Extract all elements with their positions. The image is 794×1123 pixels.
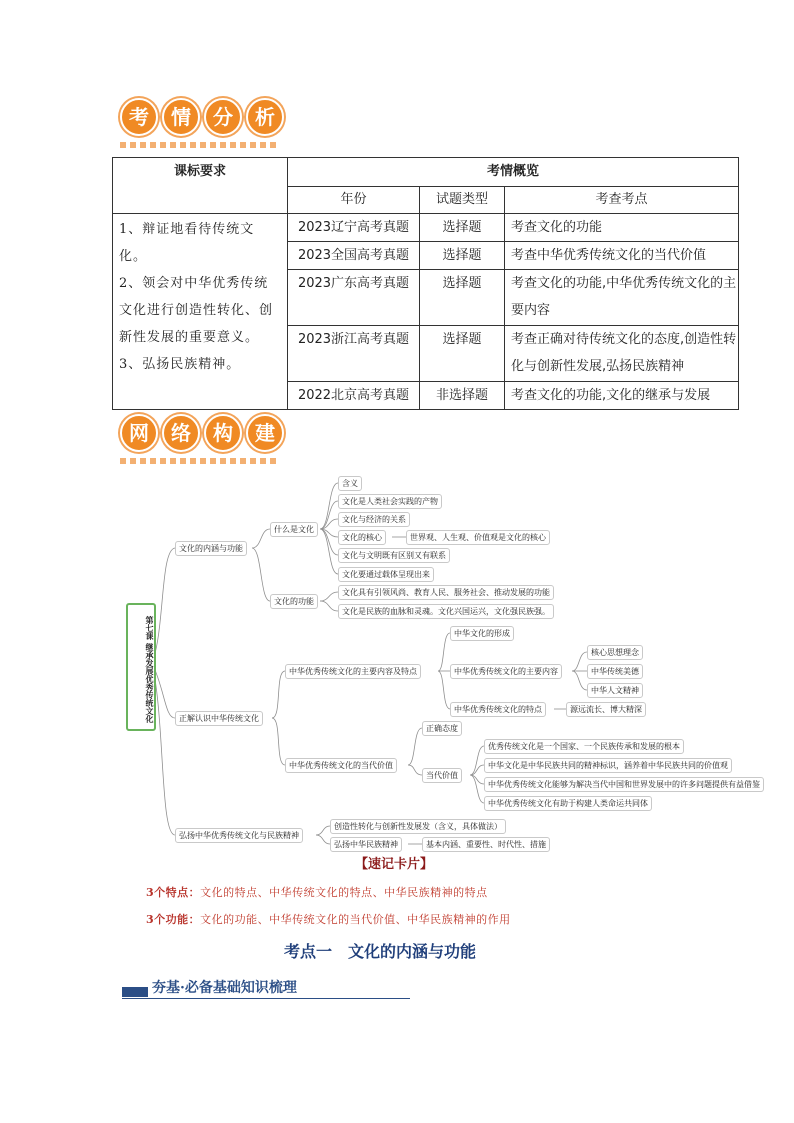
- requirement-item: 3、弘扬民族精神。: [119, 357, 241, 372]
- node-b2-1: 中华优秀传统文化的主要内容及特点: [285, 664, 421, 679]
- node-function: 文化的功能: [270, 594, 318, 609]
- node-item: 中华优秀传统文化有助于构建人类命运共同体: [484, 796, 652, 811]
- cell-year: 2023辽宁高考真题: [288, 214, 420, 242]
- heading-char: 考: [120, 98, 158, 136]
- point-title: 考点一 文化的内涵与功能: [284, 942, 477, 961]
- cell-type: 选择题: [420, 214, 505, 242]
- node-item: 文化要通过载体呈现出来: [338, 567, 434, 582]
- node-item: 中华人文精神: [587, 683, 643, 698]
- node-item: 弘扬中华民族精神: [330, 837, 402, 852]
- node-item: 中华文化是中华民族共同的精神标识，涵养着中华民族共同的价值观: [484, 758, 732, 773]
- node-item: 文化是人类社会实践的产物: [338, 494, 442, 509]
- node-item: 文化与文明既有区别又有联系: [338, 548, 450, 563]
- mindmap-root: 第七课 继承发展优秀传统文化: [126, 603, 156, 731]
- heading-char: 络: [162, 414, 200, 452]
- cell-point: 考查文化的功能,文化的继承与发展: [505, 382, 739, 410]
- node-item: 创造性转化与创新性发展发（含义，具体做法）: [330, 819, 506, 834]
- node-item: 文化是民族的血脉和灵魂。文化兴国运兴，文化强民族强。: [338, 604, 554, 619]
- cell-year: 2023全国高考真题: [288, 242, 420, 270]
- cell-type: 非选择题: [420, 382, 505, 410]
- node-b1: 文化的内涵与功能: [175, 541, 247, 556]
- quick-card-text: 文化的特点、中华传统文化的特点、中华民族精神的特点: [200, 886, 488, 899]
- node-b2-2: 中华优秀传统文化的当代价值: [285, 758, 397, 773]
- node-item: 中华优秀传统文化能够为解决当代中国和世界发展中的许多问题提供有益借鉴: [484, 777, 764, 792]
- node-item: 优秀传统文化是一个国家、一个民族传承和发展的根本: [484, 739, 684, 754]
- node-item: 文化与经济的关系: [338, 512, 410, 527]
- node-item: 中华优秀传统文化的特点: [450, 702, 546, 717]
- node-item: 含义: [338, 476, 362, 491]
- heading-char: 情: [162, 98, 200, 136]
- cell-point: 考查文化的功能,中华优秀传统文化的主要内容: [505, 270, 739, 326]
- heading-char: 建: [246, 414, 284, 452]
- subheader-type: 试题类型: [420, 187, 505, 214]
- quick-card-title: 【速记卡片】: [355, 857, 434, 872]
- requirement-item: 2、领会对中华优秀传统文化进行创造性转化、创新性发展的重要意义。: [119, 276, 274, 345]
- heading-char: 分: [204, 98, 242, 136]
- cell-point: 考查文化的功能: [505, 214, 739, 242]
- cell-year: 2022北京高考真题: [288, 382, 420, 410]
- node-core: 世界观、人生观、价值观是文化的核心: [406, 530, 550, 545]
- node-what-is-culture: 什么是文化: [270, 522, 318, 537]
- node-item: 源远流长、博大精深: [566, 702, 646, 717]
- bar-underline: [122, 998, 410, 999]
- cell-year: 2023广东高考真题: [288, 270, 420, 326]
- node-item: 核心思想理念: [587, 645, 643, 660]
- heading-char: 析: [246, 98, 284, 136]
- subheader-year: 年份: [288, 187, 420, 214]
- node-item: 文化具有引领风尚、教育人民、服务社会、推动发展的功能: [338, 585, 554, 600]
- quick-card-label: 3个特点：: [146, 886, 201, 899]
- bar-title: 夯基·必备基础知识梳理: [152, 980, 297, 996]
- bar-marker: [122, 987, 148, 997]
- cell-point: 考查正确对待传统文化的态度,创造性转化与创新性发展,弘扬民族精神: [505, 326, 739, 382]
- node-item: 中华文化的形成: [450, 626, 514, 641]
- requirement-item: 1、辩证地看待传统文化。: [119, 222, 255, 264]
- heading-char: 网: [120, 414, 158, 452]
- quick-card-line: [146, 884, 488, 900]
- foundation-bar: [122, 977, 410, 999]
- subheader-point: 考查考点: [505, 187, 739, 214]
- node-item: 基本内涵、重要性、时代性、措施: [422, 837, 550, 852]
- node-item: 文化的核心: [338, 530, 386, 545]
- header-overview: 考情概览: [288, 158, 739, 187]
- header-requirements: 课标要求: [113, 158, 288, 214]
- quick-card-line: [146, 911, 511, 927]
- cell-type: 选择题: [420, 242, 505, 270]
- cell-type: 选择题: [420, 270, 505, 326]
- node-item: 中华传统美德: [587, 664, 643, 679]
- node-b3: 弘扬中华优秀传统文化与民族精神: [175, 828, 303, 843]
- cell-type: 选择题: [420, 326, 505, 382]
- cell-year: 2023浙江高考真题: [288, 326, 420, 382]
- heading-char: 构: [204, 414, 242, 452]
- node-b2: 正解认识中华传统文化: [175, 711, 263, 726]
- cell-point: 考查中华优秀传统文化的当代价值: [505, 242, 739, 270]
- quick-card-label: 3个功能：: [146, 913, 201, 926]
- node-item: 中华优秀传统文化的主要内容: [450, 664, 562, 679]
- node-item: 当代价值: [422, 768, 462, 783]
- node-item: 正确态度: [422, 721, 462, 736]
- quick-card-text: 文化的功能、中华传统文化的当代价值、中华民族精神的作用: [200, 913, 511, 926]
